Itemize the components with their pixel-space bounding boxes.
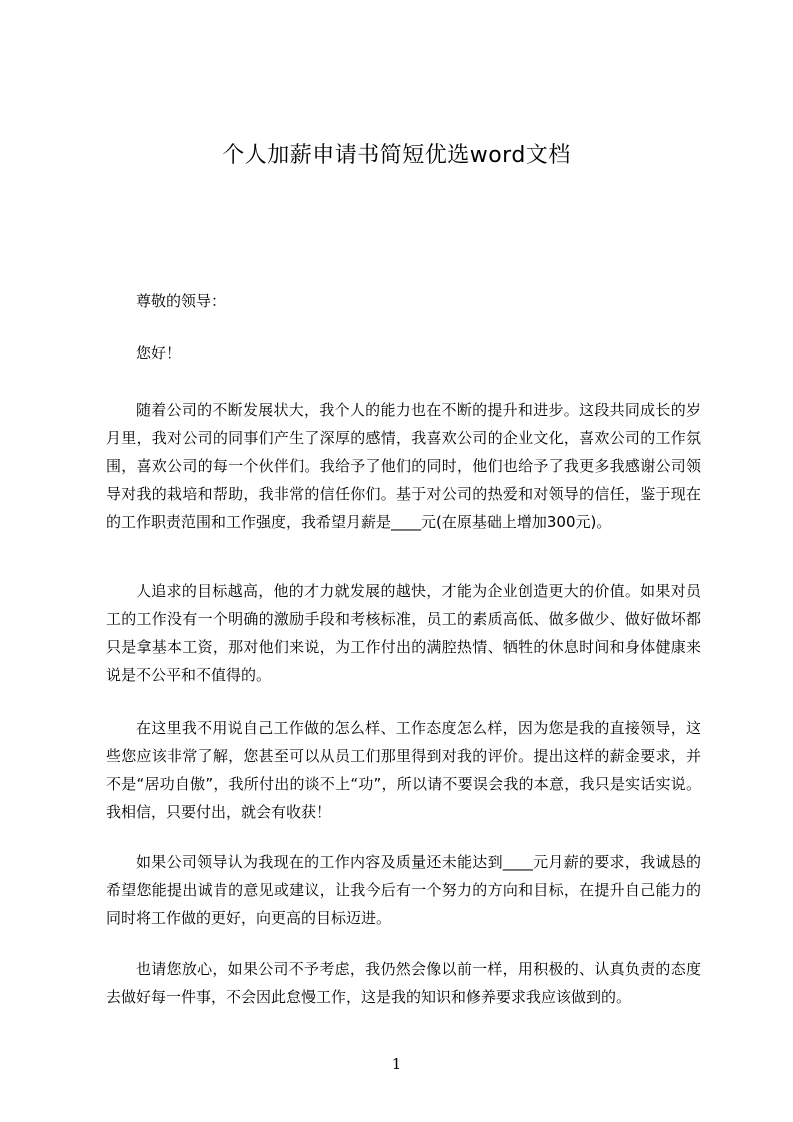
paragraph-2: 人追求的目标越高，他的才力就发展的越快，才能为企业创造更大的价值。如果对员工的工作没有一个明确的激励手段和考核标准，员工的素质高低、做多做少、做好做坏都只是拿基本工资，那对他们来说，为工作付出的满腔热情、牺牲的休息时间和身体健康来说是不公平和不值得的。 bbox=[106, 582, 701, 684]
paragraph-5: 也请您放心，如果公司不予考虑，我仍然会像以前一样，用积极的、认真负责的态度去做好每一件事，不会因此怠慢工作，这是我的知识和修养要求我应该做到的。 bbox=[106, 960, 701, 1006]
salutation: 尊敬的领导： bbox=[136, 292, 227, 310]
greeting: 您好！ bbox=[136, 344, 182, 362]
paragraph-3: 在这里我不用说自己工作做的怎么样、工作态度怎么样，因为您是我的直接领导，这些您应该非常了解，您甚至可以从员工们那里得到对我的评价。提出这样的薪金要求，并不是“居功自傲”，我所付出的谈不上“功”，所以请不要误会我的本意，我只是实话实说。我相信，只要付出，就会有收获！ bbox=[106, 719, 701, 821]
paragraph-1: 随着公司的不断发展状大，我个人的能力也在不断的提升和进步。这段共同成长的岁月里，我对公司的同事们产生了深厚的感情，我喜欢公司的企业文化，喜欢公司的工作氛围，喜欢公司的每一个伙伴们。我给予了他们的同时，他们也给予了我更多我感谢公司领导对我的栽培和帮助，我非常的信任你们。基于对公司的热爱和对领导的信任，鉴于现在的工作职责范围和工作强度，我希望月薪是____元(在原基础上增加300元)。 bbox=[106, 401, 701, 531]
document-title: 个人加薪申请书简短优选word文档 bbox=[222, 143, 571, 168]
page-number: 1 bbox=[391, 1055, 402, 1073]
paragraph-4: 如果公司领导认为我现在的工作内容及质量还未能达到____元月薪的要求，我诚恳的希望您能提出诚肯的意见或建议，让我今后有一个努力的方向和目标，在提升自己能力的同时将工作做的更好，向更高的目标迈进。 bbox=[106, 853, 701, 927]
